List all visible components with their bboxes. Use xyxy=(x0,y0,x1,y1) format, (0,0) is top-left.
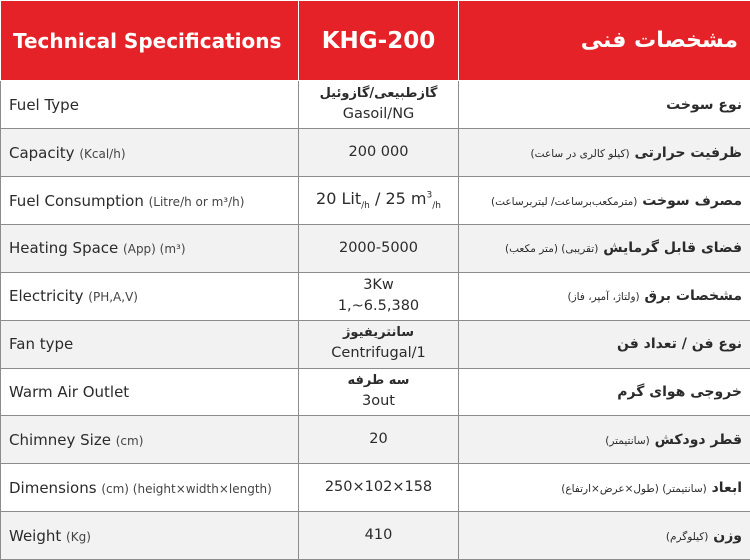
label-en-text: Heating Space xyxy=(9,239,119,258)
value-part-a: 20 Lit xyxy=(316,189,362,209)
header-model: KHG-200 xyxy=(299,1,459,81)
label-en-text: Dimensions xyxy=(9,478,97,497)
label-en-unit: (Litre/h or m³/h) xyxy=(148,194,245,209)
label-fa xyxy=(459,464,750,512)
label-en-unit: (cm) xyxy=(115,433,144,448)
value-text-line2: 1,~6.5,380 xyxy=(337,298,420,315)
label-fa-unit: (ولتاژ، آمپر، فاز) xyxy=(567,291,640,304)
label-fa xyxy=(459,512,750,560)
label-en xyxy=(1,272,299,320)
label-en-text: Weight xyxy=(9,526,62,545)
value-cell xyxy=(299,368,459,416)
value-cell xyxy=(299,177,459,225)
value-cell xyxy=(299,416,459,464)
label-fa-text: وزن xyxy=(713,527,742,544)
label-fa-text: مصرف سوخت xyxy=(642,192,742,209)
value-text: 410 xyxy=(364,527,393,543)
label-fa-text: قطر دودکش xyxy=(654,431,742,448)
label-fa-text: ظرفیت حرارتی xyxy=(634,144,742,161)
label-fa-unit: (تقریبی) (متر مکعب) xyxy=(505,243,599,256)
label-fa xyxy=(459,81,750,129)
header-row xyxy=(1,1,750,81)
label-en xyxy=(1,416,299,464)
label-fa xyxy=(459,224,750,272)
label-fa xyxy=(459,129,750,177)
value-text: Centrifugal/1 xyxy=(331,344,426,361)
label-fa-text: نوع فن / تعداد فن xyxy=(617,336,742,353)
label-en-unit: (Kcal/h) xyxy=(79,146,126,161)
value-text: 3out xyxy=(362,392,395,409)
label-fa-text: نوع سوخت xyxy=(666,96,742,113)
value-text: 250×102×158 xyxy=(324,479,433,496)
label-en xyxy=(1,177,299,225)
row-weight xyxy=(1,512,750,560)
label-fa-text: ابعاد xyxy=(711,479,742,496)
label-en-unit: (Kg) xyxy=(66,529,91,544)
row-fuel-consumption xyxy=(1,177,750,225)
label-en-unit: (App) (m³) xyxy=(123,242,186,257)
label-fa-text: خروجی هوای گرم xyxy=(617,383,742,400)
value-text: Gasoil/NG xyxy=(342,105,415,122)
label-en-text: Fuel Type xyxy=(9,95,79,114)
label-en-unit: (PH,A,V) xyxy=(88,290,138,305)
label-fa-unit: (کیلوگرم) xyxy=(665,530,709,543)
row-warm-air-outlet xyxy=(1,368,750,416)
value-separator: / xyxy=(369,189,386,209)
label-fa xyxy=(459,272,750,320)
label-en-text: Chimney Size xyxy=(9,430,111,449)
value-text: 20 xyxy=(369,431,388,448)
label-fa-unit: (کیلو کالری در ساعت) xyxy=(530,147,630,160)
label-fa-unit: (سانتیمتر) xyxy=(605,434,650,447)
row-capacity xyxy=(1,129,750,177)
header-title-en: Technical Specifications xyxy=(1,1,299,81)
label-en-text: Electricity xyxy=(9,287,84,306)
label-en-text: Fuel Consumption xyxy=(9,191,144,210)
row-electricity xyxy=(1,272,750,320)
label-en-text: Capacity xyxy=(9,143,75,162)
value-fa: سه طرفه xyxy=(347,372,410,388)
label-fa xyxy=(459,177,750,225)
row-chimney-size xyxy=(1,416,750,464)
value-cell xyxy=(299,272,459,320)
value-cell xyxy=(299,224,459,272)
value-cell xyxy=(299,81,459,129)
label-en xyxy=(1,129,299,177)
label-en xyxy=(1,512,299,560)
value-text: 200 000 xyxy=(348,144,409,161)
label-fa-text: مشخصات برق xyxy=(644,288,742,305)
row-fan-type xyxy=(1,320,750,368)
value-fa: گازطبیعی/گازوئیل xyxy=(319,85,438,101)
value-cell xyxy=(299,320,459,368)
label-en xyxy=(1,464,299,512)
value-fa: سانتریفیوژ xyxy=(342,325,415,341)
label-fa-unit: (سانتیمتر) (طول×عرض×ارتفاع) xyxy=(561,482,707,495)
value-part-b-sup: 3 xyxy=(426,191,433,202)
label-fa xyxy=(459,416,750,464)
value-cell xyxy=(299,129,459,177)
value-text: 3Kw xyxy=(363,277,394,294)
value-cell xyxy=(299,512,459,560)
header-title-fa: مشخصات فنی xyxy=(459,1,750,81)
row-dimensions xyxy=(1,464,750,512)
row-heating-space xyxy=(1,224,750,272)
label-en xyxy=(1,81,299,129)
label-fa xyxy=(459,368,750,416)
label-en-unit: (cm) (height×width×length) xyxy=(101,481,272,496)
row-fuel-type xyxy=(1,81,750,129)
label-en xyxy=(1,320,299,368)
value-text: 2000-5000 xyxy=(338,239,419,256)
label-fa-text: فضای قابل گرمایش xyxy=(603,240,742,257)
label-fa xyxy=(459,320,750,368)
value-part-b: 25 m xyxy=(385,189,427,209)
value-part-a-sub: /h xyxy=(361,201,370,212)
label-en xyxy=(1,368,299,416)
value-part-b-sub: /h xyxy=(432,201,441,212)
value-cell xyxy=(299,464,459,512)
label-fa-unit: (مترمکعب‌برساعت/ لیتربرساعت) xyxy=(491,195,638,208)
label-en-text: Fan type xyxy=(9,335,74,354)
label-en xyxy=(1,224,299,272)
label-en-text: Warm Air Outlet xyxy=(9,382,130,401)
